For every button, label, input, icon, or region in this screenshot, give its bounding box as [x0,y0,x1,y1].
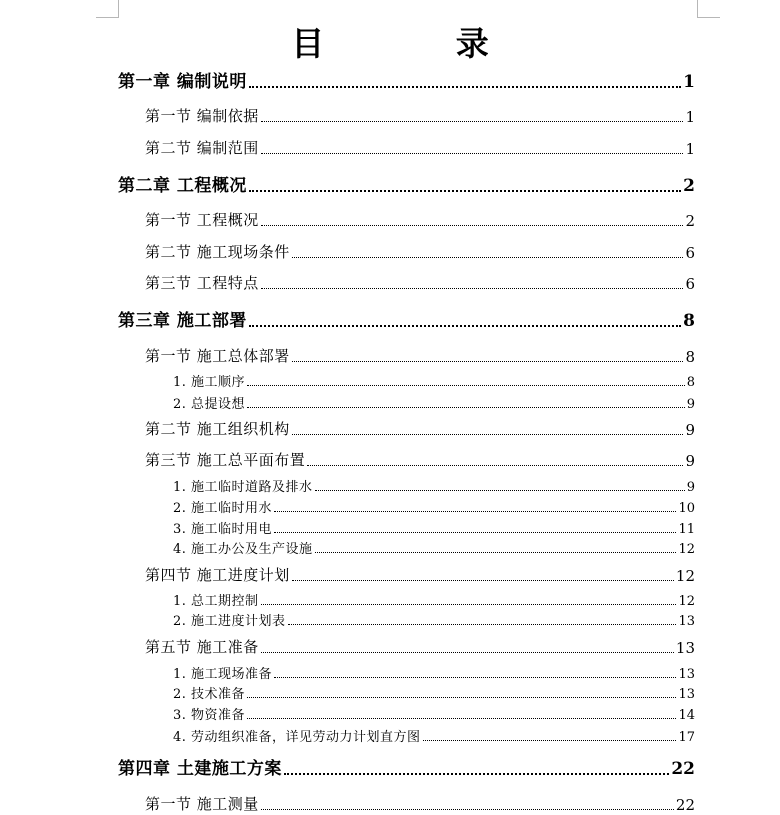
toc-entry-level2[interactable] [145,346,695,366]
toc-entry-page-number: 22 [671,759,695,779]
dot-leader [247,407,685,408]
toc-entry-text: 第五节 施工准备 [145,638,259,656]
toc-entry-level2[interactable] [145,419,695,439]
toc-entry-page-number: 9 [686,480,695,495]
toc-entry-text: 1. 施工临时道路及排水 [173,480,313,495]
dot-leader [247,697,676,698]
toc-entry-page-number: 12 [678,594,695,609]
toc-entry-text: 第二章 工程概况 [118,176,247,196]
toc-entry-level3[interactable] [173,478,695,495]
toc-entry-level2[interactable] [145,210,695,230]
toc-entry-level1[interactable] [118,174,695,196]
toc-entry-level3[interactable] [173,665,695,682]
toc-entry-text: 3. 施工临时用电 [173,522,273,537]
toc-entry-level3[interactable] [173,592,695,609]
toc-entry-text: 第一章 编制说明 [118,72,247,92]
toc-entry-text: 2. 施工进度计划表 [173,614,286,629]
dot-leader [247,718,676,719]
toc-entry-page-number: 1 [685,140,695,158]
toc-entry-text: 1. 施工顺序 [173,375,246,390]
toc-entry-page-number: 13 [678,687,695,702]
toc-entry-level3[interactable] [173,706,695,723]
dot-leader [307,465,683,466]
toc-entry-text: 3. 物资准备 [173,708,246,723]
page-corner-mark-right [697,0,720,18]
toc-entry-level3[interactable] [173,540,695,557]
dot-leader [288,624,677,625]
toc-entry-text: 第二节 施工现场条件 [145,243,290,261]
toc-entry-text: 2. 技术准备 [173,687,246,702]
dot-leader [249,325,681,327]
toc-entry-page-number: 2 [685,212,695,230]
dot-leader [261,288,684,289]
toc-entry-level3[interactable] [173,373,695,390]
toc-entry-text: 1. 施工现场准备 [173,667,273,682]
dot-leader [261,153,684,154]
dot-leader [249,86,681,88]
toc-entry-page-number: 6 [685,275,695,293]
toc-entry-level2[interactable] [145,794,695,814]
toc-entry-page-number: 1 [683,72,695,92]
toc-entry-level2[interactable] [145,242,695,262]
dot-leader [292,434,684,435]
toc-entry-page-number: 2 [683,176,695,196]
toc-entry-page-number: 6 [685,244,695,262]
toc-entry-level2[interactable] [145,637,695,657]
toc-entry-level3[interactable] [173,395,695,412]
page-corner-mark-left [96,0,119,18]
dot-leader [274,532,676,533]
toc-entry-text: 第二节 施工组织机构 [145,420,290,438]
toc-entry-text: 第三节 工程特点 [145,274,259,292]
toc-entry-text: 2. 总提设想 [173,397,246,412]
toc-entry-page-number: 13 [678,667,695,682]
toc-entry-page-number: 8 [685,348,695,366]
dot-leader [284,773,669,775]
dot-leader [315,552,677,553]
toc-entry-text: 第三章 施工部署 [118,311,247,331]
toc-entry-page-number: 8 [683,311,695,331]
dot-leader [261,225,684,226]
toc-entry-text: 第一节 编制依据 [145,107,259,125]
toc-entry-level2[interactable] [145,565,695,585]
dot-leader [261,809,674,810]
toc-entry-text: 第二节 编制范围 [145,139,259,157]
dot-leader [292,257,684,258]
toc-entry-page-number: 8 [686,375,695,390]
toc-entry-text: 第四章 土建施工方案 [118,759,282,779]
dot-leader [247,385,685,386]
dot-leader [292,580,674,581]
toc-entry-text: 4. 劳动组织准备，详见劳动力计划直方图 [173,730,421,745]
dot-leader [249,190,681,192]
toc-entry-page-number: 13 [678,614,695,629]
toc-entry-level2[interactable] [145,450,695,470]
toc-entry-page-number: 17 [678,730,695,745]
toc-entry-level2[interactable] [145,273,695,293]
toc-entry-page-number: 12 [675,567,695,585]
toc-entry-text: 第一节 施工总体部署 [145,347,290,365]
toc-entry-page-number: 9 [686,397,695,412]
dot-leader [261,121,684,122]
dot-leader [274,677,676,678]
toc-entry-page-number: 11 [678,522,695,537]
toc-entry-level2[interactable] [145,138,695,158]
dot-leader [274,511,676,512]
toc-entry-level3[interactable] [173,685,695,702]
toc-entry-page-number: 12 [678,542,695,557]
toc-entry-level2[interactable] [145,106,695,126]
toc-entry-level3[interactable] [173,499,695,516]
toc-entry-level1[interactable] [118,757,695,779]
dot-leader [261,652,674,653]
dot-leader [261,604,677,605]
toc-entry-page-number: 22 [675,796,695,814]
toc-entry-text: 1. 总工期控制 [173,594,259,609]
toc-entry-page-number: 9 [685,452,695,470]
toc-title: 目 录 [291,24,549,63]
toc-entry-page-number: 9 [685,421,695,439]
toc-entry-text: 4. 施工办公及生产设施 [173,542,313,557]
toc-entry-page-number: 14 [678,708,695,723]
toc-entry-level3[interactable] [173,728,695,745]
toc-entry-level1[interactable] [118,309,695,331]
toc-entry-text: 第三节 施工总平面布置 [145,451,306,469]
toc-entry-text: 第四节 施工进度计划 [145,566,290,584]
toc-entry-text: 第一节 工程概况 [145,211,259,229]
toc-entry-level1[interactable] [118,70,695,92]
toc-entry-level3[interactable] [173,520,695,537]
toc-entry-text: 2. 施工临时用水 [173,501,273,516]
dot-leader [315,490,685,491]
dot-leader [292,361,684,362]
toc-entry-page-number: 1 [685,108,695,126]
toc-entry-level3[interactable] [173,612,695,629]
dot-leader [423,740,677,741]
toc-entry-page-number: 13 [675,639,695,657]
toc-entry-text: 第一节 施工测量 [145,795,259,813]
toc-entry-page-number: 10 [678,501,695,516]
